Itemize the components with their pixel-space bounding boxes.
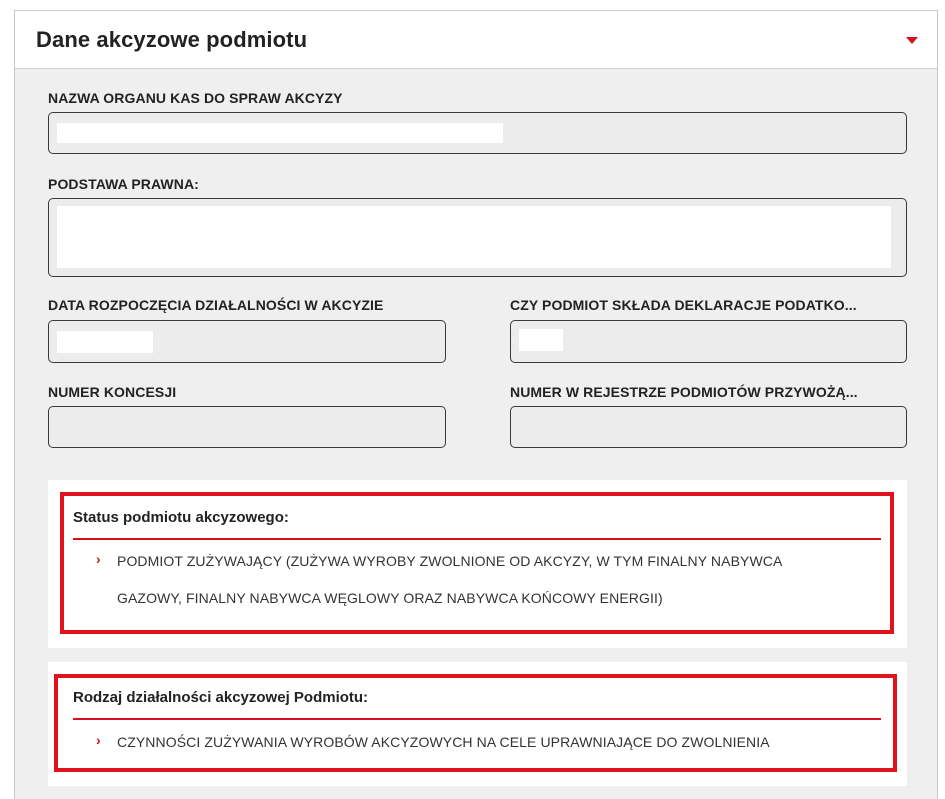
panel-title: Dane akcyzowe podmiotu [36,27,308,52]
podstawa-value [57,206,891,268]
data-rozpoczecia-value [57,331,153,353]
organ-value [57,123,503,143]
panel-header[interactable] [15,11,937,69]
rodzaj-divider [73,718,881,720]
rejestr-label: NUMER W REJESTRZE PODMIOTÓW PRZYWOŻĄ... [510,384,858,400]
organ-label: NAZWA ORGANU KAS DO SPRAW AKCYZY [48,90,343,106]
podstawa-label: PODSTAWA PRAWNA: [48,176,199,192]
status-item-line2: GAZOWY, FINALNY NABYWCA WĘGLOWY ORAZ NABYWCA KOŃCOWY ENERGII) [117,590,663,606]
deklaracje-label: CZY PODMIOT SKŁADA DEKLARACJE PODATKO... [510,297,857,313]
chevron-right-icon: › [96,732,101,748]
deklaracje-field[interactable] [510,320,907,363]
koncesja-label: NUMER KONCESJI [48,384,177,400]
rejestr-field[interactable] [510,406,907,448]
data-rozpoczecia-field[interactable] [48,320,446,363]
organ-field[interactable] [48,112,907,154]
status-title: Status podmiotu akcyzowego: [73,509,289,526]
status-divider [73,538,881,540]
rodzaj-item: CZYNNOŚCI ZUŻYWANIA WYROBÓW AKCYZOWYCH NA CELE UPRAWNIAJĄCE DO ZWOLNIENIA [117,734,770,750]
data-rozpoczecia-label: DATA ROZPOCZĘCIA DZIAŁALNOŚCI W AKCYZIE [48,297,384,313]
koncesja-field[interactable] [48,406,446,448]
status-item-line1: PODMIOT ZUŻYWAJĄCY (ZUŻYWA WYROBY ZWOLNIONE OD AKCYZY, W TYM FINALNY NABYWCA [117,553,783,569]
deklaracje-value [519,329,563,351]
podstawa-field[interactable] [48,198,907,277]
caret-down-icon[interactable] [906,37,918,44]
chevron-right-icon: › [96,551,101,567]
rodzaj-title: Rodzaj działalności akcyzowej Podmiotu: [73,689,369,706]
